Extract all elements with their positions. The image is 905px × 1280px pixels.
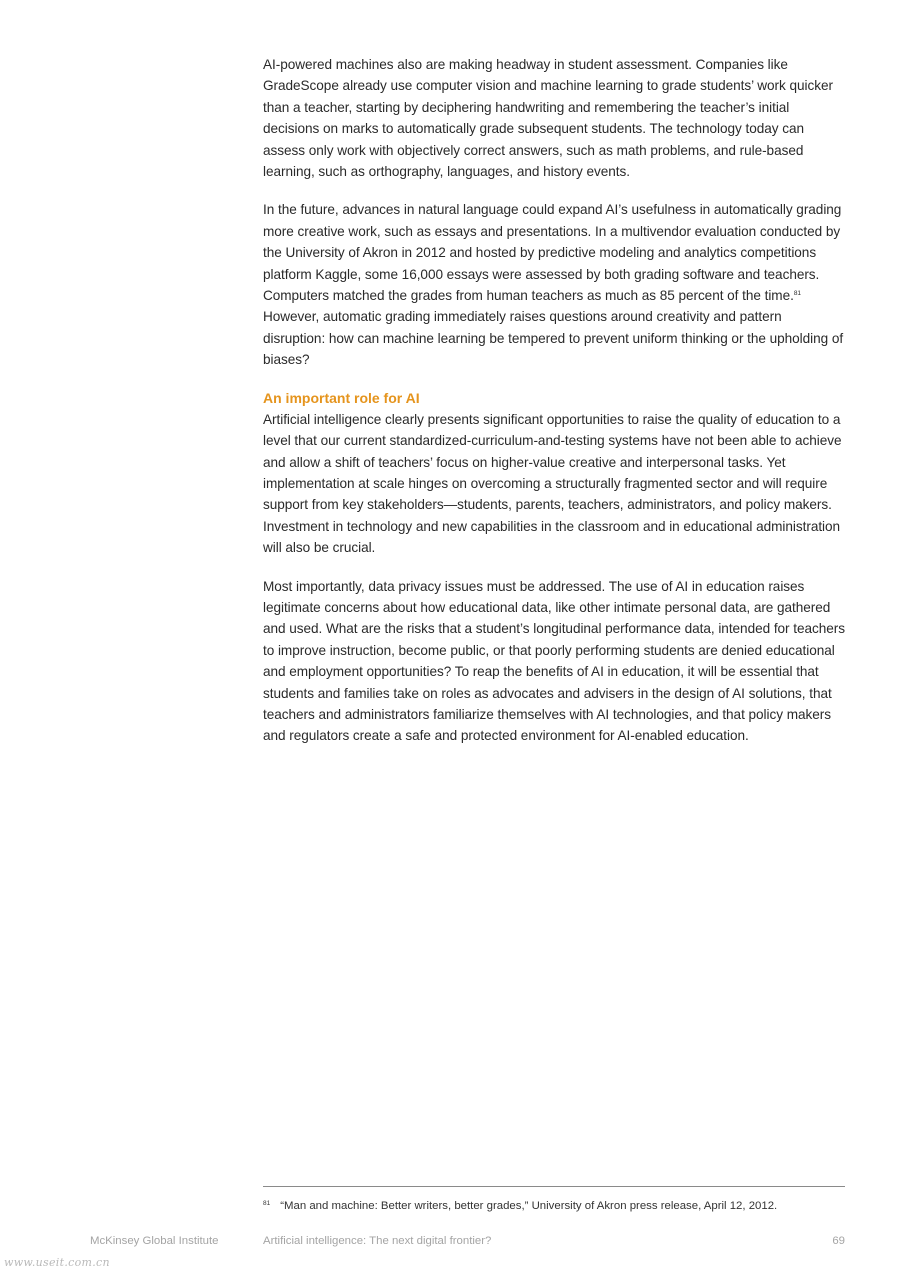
main-text-column [263, 54, 845, 764]
paragraph-opportunities: Artificial intelligence clearly presents significant opportunities to raise the quality of education to a level that our current standardized-curriculum-and-testing systems have not been able to achieve and allow a shift of teachers’ focus on higher-value creative and interpersonal tasks. Yet implementation at scale hinges on overcoming a structurally fragmented sector and will require support from key stakeholders—students, parents, teachers, administrators, and policy makers. Investment in technology and new capabilities in the classroom and in educational administration will also be crucial. [263, 411, 842, 556]
footnote-divider [263, 1186, 845, 1187]
paragraph-assessment: AI-powered machines also are making headway in student assessment. Companies like GradeScope already use computer vision and machine learning to grade students’ work quicker than a teacher, starting by deciphering handwriting and remembering the teacher’s initial decisions on marks to automatically grade subsequent students. The technology today can assess only work with objectively correct answers, such as math problems, and rule-based learning, such as orthography, languages, and history events. [263, 57, 833, 180]
watermark: www.useit.com.cn [4, 1256, 110, 1269]
footer-report-title: Artificial intelligence: The next digital frontier? [263, 1235, 492, 1247]
section-heading: An important role for AI [263, 389, 420, 406]
footnote-number: 81 [263, 1200, 271, 1207]
paragraph-automatic-grading [263, 199, 845, 370]
footer-publisher: McKinsey Global Institute [90, 1235, 219, 1247]
footnote-reference[interactable]: 81 [793, 290, 801, 298]
paragraph-text-start: In the future, advances in natural language could expand AI’s usefulness in automatically grading more creative work, such as essays and presentations. In a multivendor evaluation conducted by the University of Akron in 2012 and hosted by predictive modeling and analytics competitions platform Kaggle, some 16,000 essays were assessed by both grading software and teachers. Computers matched the grades from human teachers as much as 85 percent of the time. [263, 202, 842, 304]
paragraph-data-privacy: Most importantly, data privacy issues must be addressed. The use of AI in education raises legitimate concerns about how educational data, like other intimate personal data, are gathered and used. What are the risks that a student’s longitudinal performance data, intended for teachers to improve instruction, become public, or that poorly performing students are denied educational and employment opportunities? To reap the benefits of AI in education, it will be essential that students and families take on roles as advocates and advisers in the design of AI solutions, that teachers and administrators familiarize themselves with AI technologies, and that policy makers and regulators create a safe and protected environment for AI-enabled education. [263, 578, 846, 744]
footnote [263, 1196, 845, 1214]
paragraph-text-end: However, automatic grading immediately raises questions around creativity and pattern disruption: how can machine learning be tempered to prevent uniform thinking or the upholding of biases? [263, 309, 844, 368]
page-number: 69 [832, 1235, 845, 1247]
footnote-text: “Man and machine: Better writers, better grades,” University of Akron press release, April 12, 2012. [280, 1200, 778, 1212]
